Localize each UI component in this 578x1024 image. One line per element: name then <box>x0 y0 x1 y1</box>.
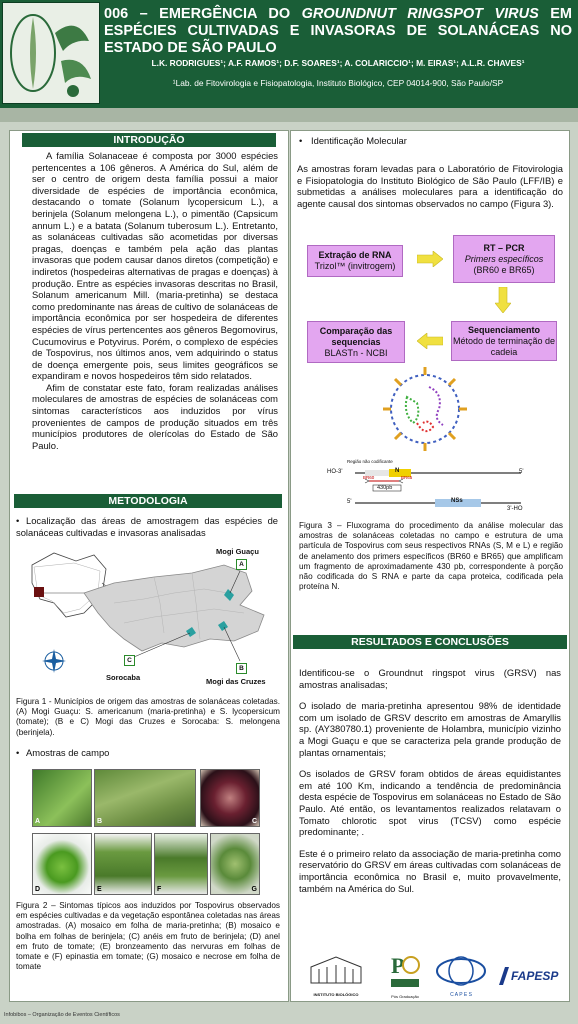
map-label-sorocaba: Sorocaba <box>106 673 141 682</box>
logo-fapesp <box>497 965 563 989</box>
flow-step1-title: Extração de RNA <box>318 250 392 260</box>
photo-b-eggplant-leaves <box>94 769 196 827</box>
flow-arrow-right-icon <box>417 251 443 267</box>
photo-d-tomato-fruit <box>32 833 92 895</box>
sao-paulo-map <box>14 543 282 691</box>
logo-capes-text: C A P E S <box>450 992 472 998</box>
map-label-mogi-cruzes: Mogi das Cruzes <box>206 677 266 686</box>
flow-arrow-down-icon <box>495 287 511 313</box>
flow-step3-title: Sequenciamento <box>467 324 541 335</box>
flow-step-comparison <box>307 321 405 363</box>
methods-bullet2-text: Amostras de campo <box>26 747 110 758</box>
logo-capes <box>431 955 491 997</box>
flow-step-rt-pcr <box>453 235 555 283</box>
genome-5prime-b: 5' <box>347 499 352 505</box>
header-stripe <box>0 108 578 122</box>
figure-2-caption: Figura 2 – Sintomas típicos aos induzidos por Tospovirus observados em espécies cultivadas e da vegetação espontânea coletadas nas áreas amostradas. (A) mosaico em folha de maria-pretinha; (B) mosaico e bolha em folhas de berinjela; (C) anéis em fruto de berinjela; (D) anel em fruto de tomate; (E) bronzeamento das nervuras em folhas de tomate e (F) epinastia em tomate; (G) mosaico e necrose em folha de tomate <box>16 901 280 972</box>
flow-step4-title: Comparação das sequencias <box>319 325 393 347</box>
results-paragraph-1: Identificou-se o Groundnut ringspot virus (GRSV) nas amostras analisadas; <box>299 667 561 690</box>
genome-ho3-b: 3'-HO <box>507 506 523 512</box>
map-label-mogi-guacu: Mogi Guaçu <box>216 547 259 556</box>
institution-emblem <box>2 2 100 104</box>
genome-nss-gene: NSs <box>451 498 463 504</box>
photo-e-tomato-veins <box>94 833 152 895</box>
genome-n-gene: N <box>395 468 400 474</box>
photo-f-tomato-epinasty <box>154 833 208 895</box>
photo-g-label: G <box>251 886 257 893</box>
results-body <box>299 667 561 894</box>
genome-5prime: 5' <box>519 469 524 475</box>
map-marker-c: C <box>124 655 135 666</box>
figure-3-caption: Figura 3 – Fluxograma do procedimento da análise molecular das amostras de solanáceas coletadas no campo e estrutura de uma partícula de Tospovirus com seus respectivos RNAs (S, M e L) e região de anelamento dos primers específicos (BR60 e BR65) que amplificam um fragmento de aproximadamente 430 pb, correspondente à porção não codificada do S RNA e parte da capa proteica, codificada pela proteína N. <box>299 521 563 592</box>
map-marker-b: B <box>236 663 247 674</box>
intro-paragraph-1: A família Solanaceae é composta por 3000 espécies pertencentes a 106 gêneros. A América do Sul, além de ser o centro de origem desta família possui a maior diversidade de espécies de importância econômica, destacando o tomate (Solanum lycopersicum L.), a berinjela (Solanum melongena L.), o pimentão (Capsicum annum L.) e a batata (Solanum tuberosum L.). Entretanto, as solanáceas cultivadas são acometidas por diversas pragas, doenças e também pela ação das plantas invasoras que podem causar danos diretos (competição) e indiretos (hospedeiras alternativas de pragas e doenças) à produção. Entre as espécies invasoras descritas no Brasil, Solanum americanum Mill. (maria-pretinha) se destaca como predominante nas áreas de cultivo de solanáceas de importância econômica por ser hospedeira de diferentes espécies de vírus pertencentes aos gêneros Begomovirus, Cucumovirus e Potyvirus. Porém, o complexo de espécies de Tospovirus, nos últimos anos, vem adquirindo o status de doença emergente pois, seus limites geográficos se expandiram e novos hospedeiros têm sido relatados. <box>32 150 278 382</box>
poster-header <box>0 0 578 108</box>
authors: L.K. RODRIGUES¹; A.F. RAMOS¹; D.F. SOARES¹; A. COLARICCIO¹; M. EIRAS¹; A.L.R. CHAVES¹ <box>151 58 525 68</box>
results-paragraph-4: Este é o primeiro relato da associação de maria-pretinha como reservatório do GRSV em áreas cultivadas com solanáceas de importância econômica no Brasil e, muito provavelmente, também na América do Sul. <box>299 847 561 894</box>
flow-step-sequencing <box>451 321 557 361</box>
genome-bp: 430pb <box>377 485 393 491</box>
flow-step3-sub: Método de terminação de cadeia <box>452 335 556 357</box>
poster-title <box>104 6 572 57</box>
molecular-bullet-text: Identificação Molecular <box>311 135 407 146</box>
flow-step2-sub2: (BR60 e BR65) <box>473 264 535 275</box>
logo-ib-text: INSTITUTO BIOLÓGICO <box>313 992 359 997</box>
genome-region-label: Região não codificante <box>347 459 393 464</box>
genome-diagram <box>325 459 531 515</box>
logo-pos-graduacao <box>387 949 423 997</box>
title-part1: 006 – EMERGÊNCIA DO <box>104 6 302 22</box>
photo-d-label: D <box>35 886 41 893</box>
intro-heading: INTRODUÇÃO <box>22 133 276 147</box>
photo-c-label: C <box>251 818 257 825</box>
footer-credit: Infobibos – Organização de Eventos Científicos <box>4 1012 120 1018</box>
affiliation: ¹Lab. de Fitovirologia e Fisiopatologia, Instituto Biológico, CEP 04014-900, São Paulo/SP <box>172 78 504 88</box>
title-part2: EM ESPÉCIES CULTIVADAS E INVASORAS DE SOLANÁCEAS NO ESTADO DE SÃO PAULO <box>104 6 573 56</box>
intro-paragraph-2: Afim de constatar este fato, foram realizadas análises moleculares de amostras de espécies de solanáceas com sintomas característicos aos induzidos por vírus provenientes de campos de produção situados em três municípios produtores de olerícolas do Estado de São Paulo. <box>32 381 278 451</box>
logo-instituto-biologico <box>307 953 365 997</box>
flow-step-rna-extraction <box>307 245 403 277</box>
results-paragraph-3: Os isolados de GRSV foram obtidos de áreas equidistantes em até 100 Km, indicando a tendência de predominância desta espécie de Tospovirus em solanáceas no Estado de São Paulo. Até então, os levantamentos realizados relatavam o Tomato chlorotic spot virus (TCSV) como espécie predominante; . <box>299 768 561 838</box>
methods-bullet1-text: Localização das áreas de amostragem das espécies de solanáceas cultivadas e invasoras analisadas <box>16 515 278 538</box>
photo-b-label: B <box>97 818 103 825</box>
photo-e-label: E <box>97 886 102 893</box>
photo-f-label: F <box>157 886 162 893</box>
photo-c-eggplant-fruit <box>200 769 260 827</box>
flow-step2-title: RT – PCR <box>483 242 525 253</box>
genome-br65: BR65 <box>401 475 413 480</box>
methods-heading: METODOLOGIA <box>14 494 282 508</box>
methods-bullet-location: • Localização das áreas de amostragem das espécies de solanáceas cultivadas e invasoras analisadas <box>16 515 278 538</box>
title-virus-name: GROUNDNUT RINGSPOT VIRUS <box>301 6 539 22</box>
flow-arrow-left-icon <box>417 333 443 349</box>
flow-step2-sub1: Primers específicos <box>464 253 544 264</box>
figure-1-caption: Figura 1 - Municípios de origem das amostras de solanáceas coletadas. (A) Mogi Guaçu: S. americanum (maria-pretinha) e S. lycopersicum (tomate); (B e C) Mogi das Cruzes e Sorocaba: S. melongena (berinjela). <box>16 697 280 737</box>
photo-g-tomato-necrosis <box>210 833 260 895</box>
genome-ho3: HO-3' <box>327 469 343 475</box>
svg-text:P: P <box>391 953 405 978</box>
tospovirus-particle-icon <box>373 363 477 455</box>
map-marker-a: A <box>236 559 247 570</box>
left-column <box>9 130 289 1002</box>
logo-fapesp-text: FAPESP <box>511 969 559 983</box>
genome-br60: BR60 <box>363 475 375 480</box>
molecular-paragraph: As amostras foram levadas para o Laboratório de Fitovirologia e Fisiopatologia do Instituto Biológico de São Paulo (LFF/IB) e submetidas a análises moleculares para a identificação do agente causal dos sintomas observados no campo (Figura 3). <box>297 163 563 209</box>
results-paragraph-2: O isolado de maria-pretinha apresentou 98% de identidade com um isolado de GRSV descrito em amostras de Amaryllis sp. (AY380780.1) proveniente de Holambra, município vizinho a Mogi Guaçu e que se caracteriza pela grande produção de plantas ornamentais; <box>299 700 561 758</box>
photo-a-mosaic-leaf <box>32 769 92 827</box>
molecular-bullet: • Identificação Molecular <box>299 135 407 146</box>
logo-pg-text: Pós Graduação <box>391 994 419 999</box>
right-column <box>290 130 570 1002</box>
results-heading: RESULTADOS E CONCLUSÕES <box>293 635 567 649</box>
flow-step1-sub: Trizol™ (invitrogem) <box>314 261 396 271</box>
photo-a-label: A <box>35 818 41 825</box>
flow-step4-sub: BLASTn - NCBI <box>324 347 388 358</box>
methods-bullet-samples: • Amostras de campo <box>16 747 110 758</box>
intro-body <box>10 147 288 451</box>
